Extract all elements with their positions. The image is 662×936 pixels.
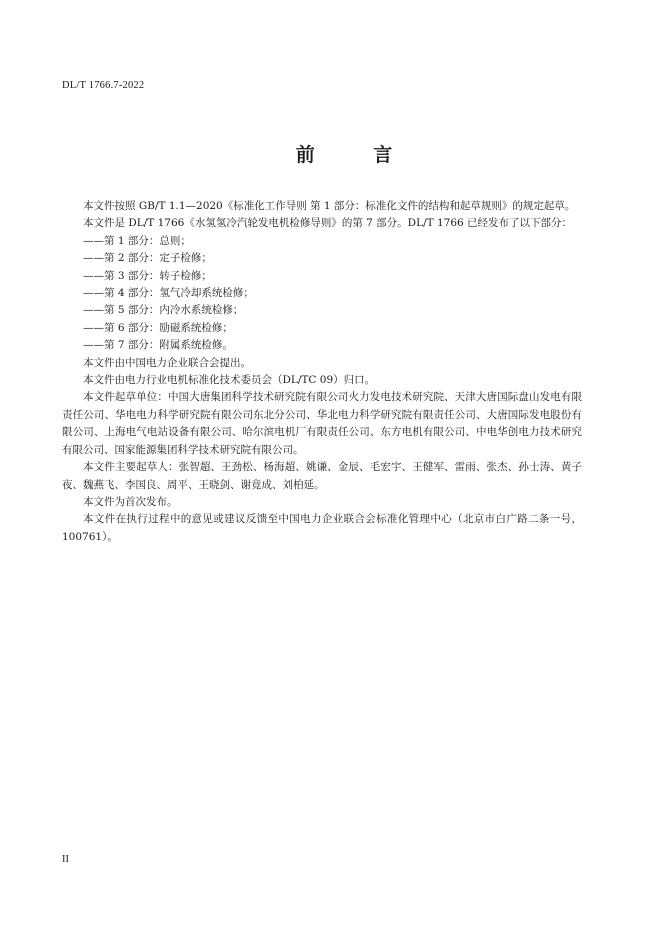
paragraph-feedback: 本文件在执行过程中的意见或建议反馈至中国电力企业联合会标准化管理中心（北京市白广路二条一号，100761）。 (62, 513, 582, 543)
list-item: ——第 2 部分：定子检修； (83, 252, 212, 265)
paragraph-series: 本文件是 DL/T 1766《水氢氢冷汽轮发电机检修导则》的第 7 部分。DL/T 1766 已经发布了以下部分： (83, 217, 573, 230)
list-item: ——第 6 部分：励磁系统检修； (83, 321, 233, 334)
foreword-body (62, 198, 582, 546)
list-item: ——第 3 部分：转子检修； (83, 269, 212, 282)
paragraph-basis: 本文件按照 GB/T 1.1—2020《标准化工作导则 第 1 部分：标准化文件的结构和起草规则》的规定起草。 (83, 200, 576, 212)
parts-list (62, 233, 582, 355)
paragraph-first-release: 本文件为首次发布。 (83, 495, 178, 508)
page-number: II (62, 854, 69, 865)
paragraph-committee: 本文件由电力行业电机标准化技术委员会（DL/TC 09）归口。 (83, 374, 376, 387)
paragraph-proposer: 本文件由中国电力企业联合会提出。 (83, 356, 251, 369)
document-code: DL/T 1766.7-2022 (62, 80, 145, 91)
paragraph-drafting-units: 本文件起草单位：中国大唐集团科学技术研究院有限公司火力发电技术研究院、天津大唐国际盘山发电有限责任公司、华电电力科学研究院有限公司东北分公司、华北电力科学研究院有限责任公司、大唐国际发电股份有限公司、上海电气电站设备有限公司、哈尔滨电机厂有限责任公司、东方电机有限公司、中电华创电力技术研究有限公司、国家能源集团科学技术研究院有限公司。 (62, 391, 582, 456)
list-item: ——第 5 部分：内冷水系统检修； (83, 304, 244, 317)
page-title: 前 言 (295, 144, 419, 166)
list-item: ——第 7 部分：附属系统检修。 (83, 339, 233, 352)
paragraph-drafters: 本文件主要起草人：张智超、王劲松、杨海超、姚谦、金辰、毛宏宇、王健军、雷雨、张杰、孙士涛、黄子夜、魏燕飞、李国良、周平、王晓剑、谢竟成、刘柏延。 (62, 461, 582, 491)
list-item: ——第 1 部分：总则； (83, 234, 191, 247)
list-item: ——第 4 部分：氢气冷却系统检修； (83, 287, 254, 300)
